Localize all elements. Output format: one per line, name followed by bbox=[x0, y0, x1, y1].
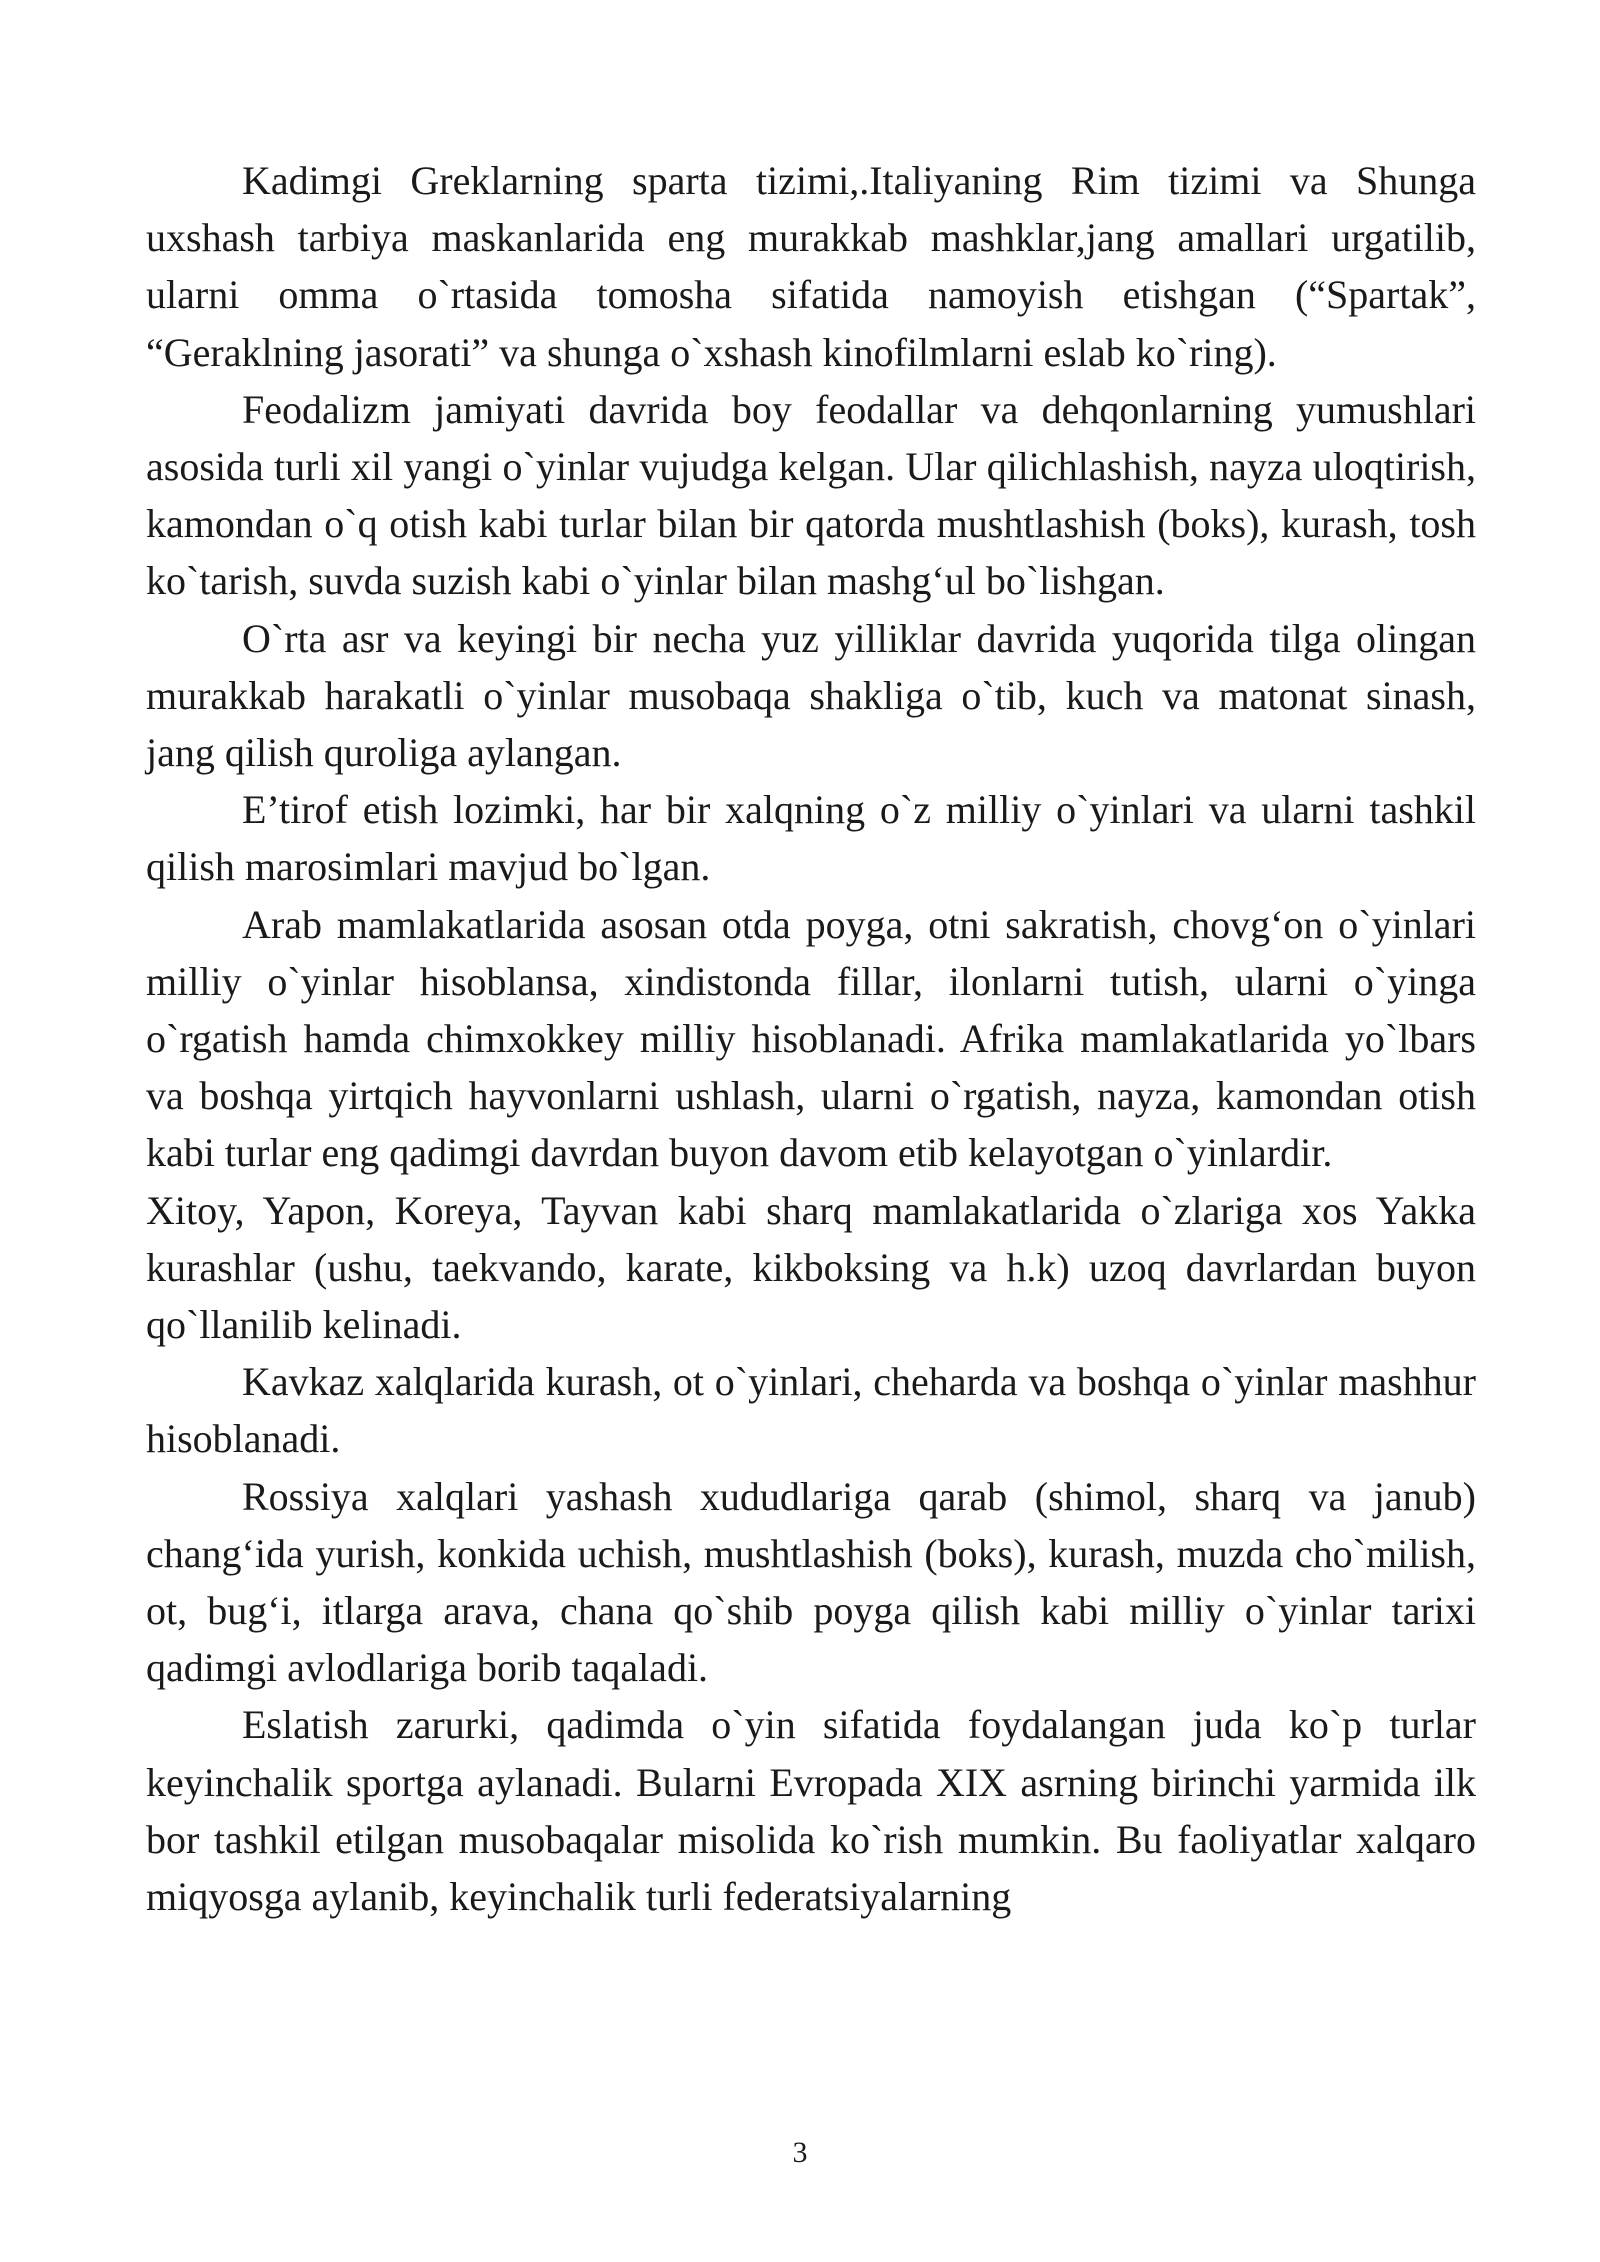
paragraph-8: Rossiya xalqlari yashash xududlariga qarab (shimol, sharq va janub) chang‘ida yurish, konkida uchish, mushtlashish (boks), kurash, muzda cho`milish, ot, bug‘i, itlarga arava, chana qo`shib poyga qilish kabi milliy o`yinlar tarixi qadimgi avlodlariga borib taqaladi. bbox=[146, 1473, 1476, 1691]
paragraph-7: Kavkaz xalqlarida kurash, ot o`yinlari, cheharda va boshqa o`yinlar mashhur hisoblanadi. bbox=[146, 1359, 1476, 1462]
body-text bbox=[146, 152, 1476, 1925]
paragraph-9: Eslatish zarurki, qadimda o`yin sifatida foydalangan juda ko`p turlar keyinchalik sportga aylanadi. Bularni Evropada XIX asrning birinchi yarmida ilk bor tashkil etilgan musobaqalar misolida ko`rish mumkin. Bu faoliyatlar xalqaro miqyosga aylanib, keyinchalik turli federatsiyalarning bbox=[146, 1702, 1476, 1920]
paragraph-1: Kadimgi Greklarning sparta tizimi,.Italiyaning Rim tizimi va Shunga uxshash tarbiya maskanlarida eng murakkab mashklar,jang amallari urgatilib, ularni omma o`rtasida tomosha sifatida namoyish etishgan (“Spartak”, “Geraklning jasorati” va shunga o`xshash kinofilmlarni eslab ko`ring). bbox=[146, 158, 1476, 375]
page-number: 3 bbox=[792, 2136, 808, 2169]
paragraph-3: O`rta asr va keyingi bir necha yuz yilliklar davrida yuqorida tilga olingan murakkab harakatli o`yinlar musobaqa shakliga o`tib, kuch va matonat sinash, jang qilish quroliga aylangan. bbox=[146, 615, 1476, 776]
paragraph-4: E’tirof etish lozimki, har bir xalqning o`z milliy o`yinlari va ularni tashkil qilish marosimlari mavjud bo`lgan. bbox=[146, 787, 1476, 890]
paragraph-6: Xitoy, Yapon, Koreya, Tayvan kabi sharq mamlakatlarida o`zlariga xos Yakka kurashlar (ushu, taekvando, karate, kikboksing va h.k) uzoq davrlardan buyon qo`llanilib kelinadi. bbox=[146, 1187, 1476, 1348]
paragraph-2: Feodalizm jamiyati davrida boy feodallar va dehqonlarning yumushlari asosida turli xil yangi o`yinlar vujudga kelgan. Ular qilichlashish, nayza uloqtirish, kamondan o`q otish kabi turlar bilan bir qatorda mushtlashish (boks), kurash, tosh ko`tarish, suvda suzish kabi o`yinlar bilan mashg‘ul bo`lishgan. bbox=[146, 386, 1476, 604]
paragraph-5: Arab mamlakatlarida asosan otda poyga, otni sakratish, chovg‘on o`yinlari milliy o`yinlar hisoblansa, xindistonda fillar, ilonlarni tutish, ularni o`yinga o`rgatish hamda chimxokkey milliy hisoblanadi. Afrika mamlakatlarida yo`lbars va boshqa yirtqich hayvonlarni ushlash, ularni o`rgatish, nayza, kamondan otish kabi turlar eng qadimgi davrdan buyon davom etib kelayotgan o`yinlardir. bbox=[146, 901, 1476, 1176]
